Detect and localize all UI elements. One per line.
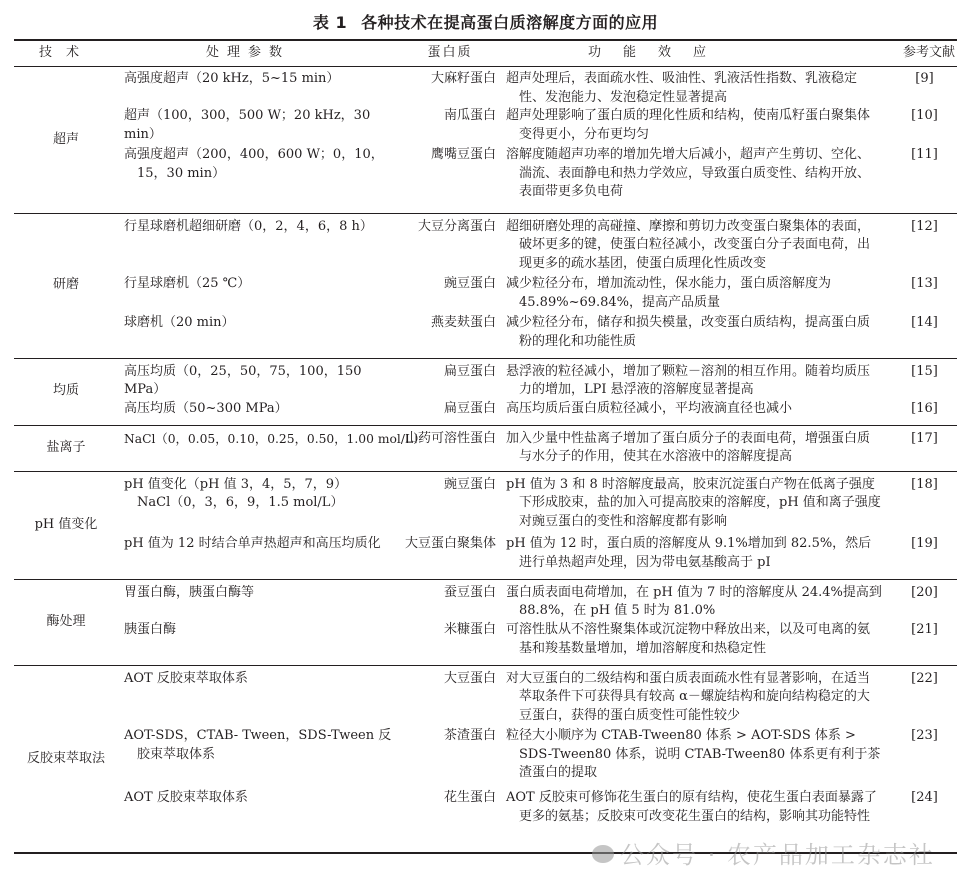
table-number: 表 1 <box>312 13 348 32</box>
ref-cell: [20] <box>911 584 938 600</box>
protein-cell: 大豆蛋白聚集体 <box>404 536 496 551</box>
effect-cell: 溶解度随超声功率的增加先增大后减小，超声产生剪切、空化、湍流、表面静电和热力学效应，导致蛋白质变性、结构开放、表面带更多负电荷 <box>506 147 871 199</box>
effect-cell: 超声处理后，表面疏水性、吸油性、乳液活性指数、乳液稳定性、发泡能力、发泡稳定性显著提高 <box>506 71 858 105</box>
effect-cell: 超细研磨处理的高碰撞、摩擦和剪切力改变蛋白聚集体的表面，破坏更多的键，使蛋白粒径减小，改变蛋白分子表面电荷，出现更多的疏水基团，使蛋白质理化性质改变 <box>506 218 871 271</box>
table-row <box>14 213 957 275</box>
protein-cell: 豌豆蛋白 <box>443 476 496 492</box>
ref-cell: [12] <box>911 218 938 234</box>
data-table <box>14 39 957 854</box>
table-title <box>0 10 971 33</box>
ref-cell: [13] <box>911 276 938 291</box>
effect-cell: AOT 反胶束可修饰花生蛋白的原有结构，使花生蛋白表面暴露了更多的氨基；反胶束可改变花生蛋白的结构，影响其功能特性 <box>506 790 877 824</box>
table-row <box>14 579 957 621</box>
header-tech: 技术 <box>38 45 93 61</box>
effect-cell: 对大豆蛋白的二级结构和蛋白质表面疏水性有显著影响，在适当萃取条件下可获得具有较高 α－螺旋结构和旋向结构稳定的大豆蛋白，获得的蛋白质变性可能性较少 <box>506 670 871 723</box>
effect-cell: 粒径大小顺序为 CTAB-Tween80 体系 > AOT-SDS 体系 > SDS-Tween80 体系，说明 CTAB-Tween80 体系更有利于茶渣蛋白的提取 <box>506 728 881 780</box>
header-protein: 蛋白质 <box>427 45 473 61</box>
watermark-text: 公众号 · 农产品加工杂志社 <box>620 841 935 869</box>
table-row <box>14 358 957 400</box>
header-params: 处理参数 <box>206 45 291 61</box>
effect-cell: pH 值为 3 和 8 时溶解度最高，胶束沉淀蛋白产物在低离子强度下形成胶束，盐的加入可提高胶束的溶解度，pH 值和离子强度对豌豆蛋白的变性和溶解度都有影响 <box>506 476 881 529</box>
protein-cell: 米糠蛋白 <box>443 622 496 637</box>
table-row <box>14 535 957 579</box>
params-cell: 超声（100，300，500 W；20 kHz，30 min） <box>124 108 371 142</box>
params-cell: pH 值为 12 时结合单声热超声和高压均质化 <box>124 536 381 551</box>
ref-cell: [9] <box>915 71 934 86</box>
tech-cell: 反胶束萃取法 <box>26 750 105 766</box>
table-row <box>14 471 957 535</box>
table-row <box>14 665 957 727</box>
table-row <box>14 275 957 314</box>
protein-cell: 大豆分离蛋白 <box>417 218 496 234</box>
ref-cell: [22] <box>911 670 938 686</box>
watermark <box>592 835 935 870</box>
ref-cell: [15] <box>911 363 938 379</box>
protein-cell: 鹰嘴豆蛋白 <box>430 147 496 162</box>
effect-cell: 减少粒径分布，增加流动性，保水能力，蛋白质溶解度为45.89%~69.84%，提高产品质量 <box>506 276 832 310</box>
params-cell: 胃蛋白酶，胰蛋白酶等 <box>124 584 255 600</box>
ref-cell: [17] <box>911 430 938 446</box>
protein-cell: 大麻籽蛋白 <box>430 71 496 86</box>
protein-cell: 茶渣蛋白 <box>443 728 496 743</box>
tech-cell: 均质 <box>52 383 79 399</box>
params-cell: 行星球磨机（25 ℃） <box>124 276 251 291</box>
effect-cell: 可溶性肽从不溶性聚集体或沉淀物中释放出来，以及可电离的氨基和羧基数量增加，增加溶解度和热稳定性 <box>506 622 871 656</box>
group-reverse-micelle <box>14 665 957 853</box>
table-row <box>14 425 957 471</box>
ref-cell: [23] <box>911 728 938 743</box>
params-cell: AOT-SDS，CTAB- Tween，SDS-Tween 反胶束萃取体系 <box>124 728 392 762</box>
table-caption: 各种技术在提高蛋白质溶解度方面的应用 <box>361 13 659 32</box>
protein-cell: 豌豆蛋白 <box>443 276 496 291</box>
group-enzyme <box>14 579 957 665</box>
tech-cell: 酶处理 <box>46 613 86 629</box>
protein-cell: 山药可溶性蛋白 <box>404 430 496 446</box>
params-cell: 高压均质（0，25，50，75，100，150 MPa） <box>124 363 362 397</box>
params-cell: NaCl（0，0.05，0.10，0.25，0.50，1.00 mol/L） <box>124 431 426 446</box>
group-ultrasound <box>14 67 957 214</box>
header-effect: 功能效应 <box>588 45 729 61</box>
effect-cell: 高压均质后蛋白质粒径减小，平均液滴直径也减小 <box>506 401 793 416</box>
ref-cell: [10] <box>911 108 938 123</box>
wechat-icon <box>592 845 614 863</box>
table-row <box>14 400 957 425</box>
params-cell: 行星球磨机超细研磨（0，2，4，6，8 h） <box>124 218 373 234</box>
protein-cell: 扁豆蛋白 <box>443 401 496 416</box>
params-cell: 球磨机（20 min） <box>124 315 235 330</box>
params-cell: 高强度超声（20 kHz，5~15 min） <box>124 71 340 86</box>
table-row <box>14 107 957 146</box>
protein-cell: 蚕豆蛋白 <box>443 584 496 600</box>
group-salt-ions <box>14 425 957 471</box>
group-ph-change <box>14 471 957 579</box>
header-ref: 参考文献 <box>902 45 955 61</box>
ref-cell: [21] <box>911 622 938 637</box>
params-cell: 胰蛋白酶 <box>124 622 177 637</box>
table-row <box>14 67 957 108</box>
table-row <box>14 727 957 789</box>
ref-cell: [19] <box>911 536 938 551</box>
tech-cell: 研磨 <box>52 277 79 293</box>
protein-cell: 大豆蛋白 <box>443 670 496 686</box>
table-row <box>14 314 957 358</box>
ref-cell: [18] <box>911 476 938 492</box>
effect-cell: 超声处理影响了蛋白质的理化性质和结构，使南瓜籽蛋白聚集体变得更小，分布更均匀 <box>506 108 871 142</box>
effect-cell: 悬浮液的粒径减小，增加了颗粒－溶剂的相互作用。随着均质压力的增加，LPI 悬浮液的溶解度显著提高 <box>506 363 871 397</box>
effect-cell: pH 值为 12 时，蛋白质的溶解度从 9.1%增加到 82.5%，然后进行单热超声处理，因为带电氨基酸高于 pI <box>506 536 872 570</box>
ref-cell: [11] <box>911 147 938 162</box>
tech-cell: 盐离子 <box>46 439 86 455</box>
ref-cell: [14] <box>911 315 938 330</box>
protein-cell: 花生蛋白 <box>443 790 496 805</box>
params-cell: 高强度超声（200，400，600 W；0，10，15，30 min） <box>124 147 384 181</box>
params-cell: pH 值变化（pH 值 3，4，5，7，9） NaCl（0，3，6，9，1.5 mol/L） <box>124 476 348 510</box>
tech-cell: pH 值变化 <box>34 516 98 532</box>
protein-cell: 扁豆蛋白 <box>443 363 496 379</box>
table-row <box>14 146 957 213</box>
tech-cell: 超声 <box>52 131 79 147</box>
effect-cell: 加入少量中性盐离子增加了蛋白质分子的表面电荷，增强蛋白质与水分子的作用，使其在水溶液中的溶解度提高 <box>506 430 871 464</box>
protein-cell: 燕麦麸蛋白 <box>430 315 496 330</box>
protein-cell: 南瓜蛋白 <box>443 108 496 123</box>
effect-cell: 蛋白质表面电荷增加，在 pH 值为 7 时的溶解度从 24.4%提高到 88.8%，在 pH 值 5 时为 81.0% <box>506 584 882 618</box>
group-grinding <box>14 213 957 358</box>
ref-cell: [24] <box>911 790 938 805</box>
params-cell: AOT 反胶束萃取体系 <box>124 790 248 805</box>
params-cell: AOT 反胶束萃取体系 <box>124 670 248 686</box>
ref-cell: [16] <box>911 401 938 416</box>
table-row <box>14 621 957 665</box>
group-homogenization <box>14 358 957 425</box>
params-cell: 高压均质（50~300 MPa） <box>124 401 288 416</box>
table-header <box>14 40 957 67</box>
effect-cell: 减少粒径分布，储存和损失模量，改变蛋白质结构，提高蛋白质粉的理化和功能性质 <box>506 315 871 349</box>
